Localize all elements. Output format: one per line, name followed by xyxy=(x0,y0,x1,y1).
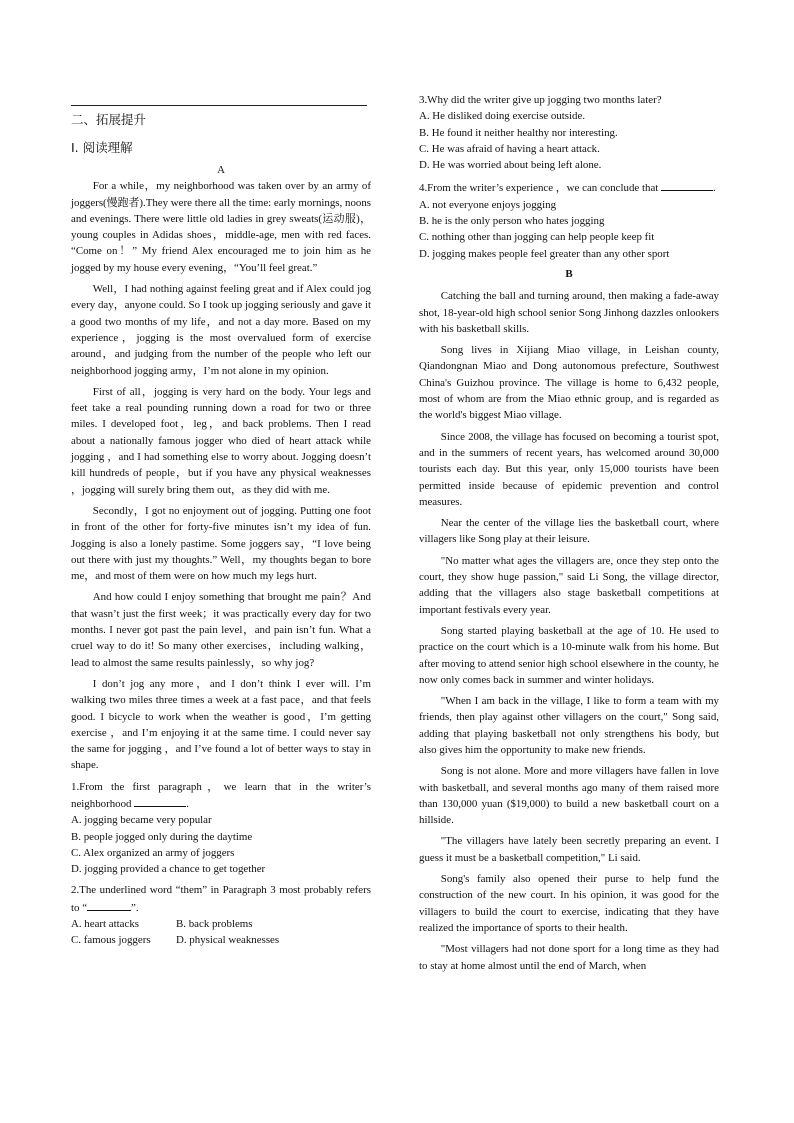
question-1 xyxy=(71,779,371,813)
passage-a-paragraph: And how could I enjoy something that brought me pain？And that wasn’t just the first week；it was practically every day for two months. I never got past the pain level，and pain isn’t fun. What a cruel way to do it! So many other exercises，including walking，lead to almost the same results painlessly，so why jog? xyxy=(71,591,371,669)
answer-blank xyxy=(87,899,131,911)
option: C. He was afraid of having a heart attack. xyxy=(419,142,600,155)
option-row xyxy=(71,932,371,948)
option: C. famous joggers xyxy=(71,934,151,947)
passage-b-paragraph: "Most villagers had not done sport for a long time as they had to stay at home almost until the end of March, when xyxy=(419,943,719,972)
passage-b-title: B xyxy=(565,267,573,280)
question-3 xyxy=(419,92,719,108)
option: A. heart attacks xyxy=(71,918,140,931)
option: A. He disliked doing exercise outside. xyxy=(419,110,586,123)
left-column xyxy=(71,92,371,949)
passage-b-paragraph: "The villagers have lately been secretly preparing an event. I guess it must be a basketball competition," Li said. xyxy=(419,835,719,864)
option: D. He was worried about being left alone. xyxy=(419,159,602,172)
answer-blank xyxy=(661,179,713,191)
option: B. He found it neither healthy nor interesting. xyxy=(419,126,618,139)
passage-a-title: A xyxy=(217,164,225,176)
option: A. not everyone enjoys jogging xyxy=(419,198,557,211)
question-2 xyxy=(71,882,371,916)
option: D. jogging provided a chance to get together xyxy=(71,863,266,876)
question-stem: 1.From the first paragraph，we learn that in the writer’s neighborhood xyxy=(71,780,371,810)
reading-heading: Ⅰ. 阅读理解 xyxy=(71,140,133,155)
passage-b-paragraph: Catching the ball and turning around, then making a fade-away shot, 18-year-old high school senior Song Jinhong dazzles onlookers with his basketball skills. xyxy=(419,290,719,335)
section-heading: 二、拓展提升 xyxy=(71,112,147,127)
question-stem: 2.The underlined word “them” in Paragraph 3 most probably refers to “ xyxy=(71,884,371,914)
option-row xyxy=(71,916,371,932)
question-stem: 4.From the writer’s experience ，we can conclude that xyxy=(419,182,659,195)
passage-a-paragraph: I don’t jog any more，and I don’t think I ever will. I’m walking two miles three times a week at a fast pace，and that feels good. I bicycle to work when the weather is good，I’m getting exercise ，and I’m enjoying it at the same time. I could never say the same for jogging ，and I’ve found a lot of better ways to stay in shape. xyxy=(71,677,371,772)
passage-b-paragraph: "When I am back in the village, I like to form a team with my friends, then play against other villagers on the court," Song said, adding that playing basketball not only strengthens his body, but also gives him the opportunity to make new friends. xyxy=(419,695,719,756)
passage-a-paragraph: Well，I had nothing against feeling great and if Alex could jog every day，anyone could. So I took up jogging seriously and gave it a good two months of my life，and not a day more. Based on my experience，jogging is the most overvalued form of exercise around，and judging from the number of the people who left our neighborhood jogging army，I’m not alone in my opinion. xyxy=(71,283,371,377)
option: A. jogging became very popular xyxy=(71,814,212,827)
passage-b-paragraph: Near the center of the village lies the basketball court, where villagers like Song play at their leisure. xyxy=(419,517,719,546)
option: B. he is the only person who hates jogging xyxy=(419,215,605,228)
passage-a-paragraph: For a while，my neighborhood was taken over by an army of joggers(慢跑者).They were there all the time: early mornings, noons and evenings. There were little old ladies in grey sweats(运动服)，young couples in Adidas shoes，middle-age, men with red faces. “Come on！” My friend Alex encouraged me to join him as he jogged by my house every evening，“You’ll feel great.” xyxy=(71,180,372,274)
right-column xyxy=(419,92,719,979)
question-stem-tail: ”. xyxy=(131,901,139,914)
option: D. physical weaknesses xyxy=(176,934,280,947)
passage-a-paragraph: Secondly，I got no enjoyment out of jogging. Putting one foot in front of the other for forty-five minutes isn’t my idea of fun. Jogging is also a lonely pastime. Some joggers say，“I love being out there with just my thoughts.” Well，my thoughts began to bore me，and most of them were on how much my legs hurt. xyxy=(71,504,371,583)
passage-b-paragraph: Song started playing basketball at the age of 10. He used to practice on the court which is a 10-minute walk from his home. But after moving to attend senior high school elsewhere in the county, he now only comes back in summer and winter holidays. xyxy=(419,624,719,686)
question-stem: 3.Why did the writer give up jogging two months later? xyxy=(419,94,662,106)
option: B. back problems xyxy=(176,918,253,931)
question-stem-tail: . xyxy=(713,182,716,195)
question-4 xyxy=(419,179,719,196)
passage-b-paragraph: Song lives in Xijiang Miao village, in Leishan county, Qiandongnan Miao and Dong autonomous prefecture, Southwest China's Guizhou province. The village is home to 6,432 people, most of whom are from the Miao ethnic group, and is regarded as the world's biggest Miao village. xyxy=(419,344,719,422)
option: B. people jogged only during the daytime xyxy=(71,830,253,843)
answer-blank xyxy=(134,795,186,807)
passage-b-paragraph: Song is not alone. More and more villagers have fallen in love with basketball, and several months ago many of them raised more than 130,000 yuan ($19,000) to build a new basketball court on a hillside. xyxy=(419,765,719,827)
option: C. Alex organized an army of joggers xyxy=(71,846,235,859)
passage-b-paragraph: "No matter what ages the villagers are, once they step onto the court, they show huge passion," said Li Song, the village director, adding that the villagers also stage basketball competitions at important festivals every year. xyxy=(419,554,719,616)
question-stem-tail: . xyxy=(186,797,189,810)
option: D. jogging makes people feel greater than any other sport xyxy=(419,247,670,260)
option: C. nothing other than jogging can help people keep fit xyxy=(419,231,655,244)
passage-a-paragraph: First of all，jogging is very hard on the body. Your legs and feet take a real pounding running down a road for two or three miles. I developed foot，leg，and back problems. Then I read about a nationally famous jogger who died of heart attack while jogging ，and I had something else to worry about. Jogging doesn’t kill hundreds of people，but if you have any physical weaknesses ，jogging will surely bring them out，as they did with me. xyxy=(71,385,371,496)
passage-b-paragraph: Since 2008, the village has focused on becoming a tourist spot, and in the summers of recent years, has welcomed around 30,000 tourists each day. But this year, only 15,000 tourists have been permitted inside because of epidemic prevention and control measures. xyxy=(419,430,719,508)
passage-b-paragraph: Song's family also opened their purse to help fund the construction of the new court. In his opinion, it was good for the villagers to build the court to exercise, indicating that they have realized the importance of sports to their health. xyxy=(419,873,719,934)
